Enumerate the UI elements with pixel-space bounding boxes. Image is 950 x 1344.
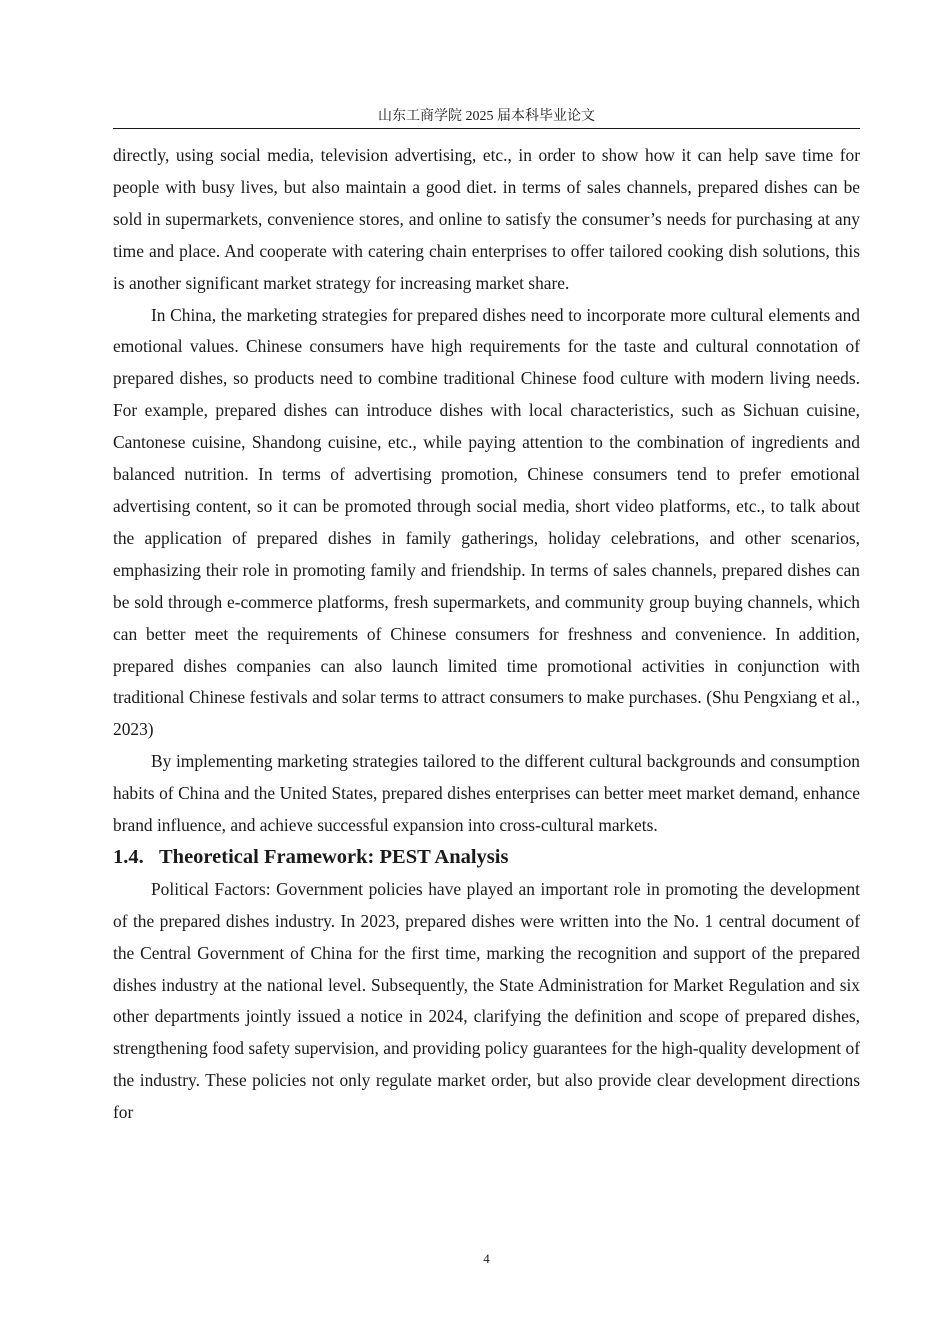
paragraph-cross-cultural: By implementing marketing strategies tailored to the different cultural backgrounds and consumption habits of China and the United States, prepared dishes enterprises can better meet market demand, enhance brand influence, and achieve successful expansion into cross-cultural markets. (113, 751, 860, 836)
paragraph-political-factors: Political Factors: Government policies have played an important role in promoting the development of the prepared dishes industry. In 2023, prepared dishes were written into the No. 1 central document of the Central Government of China for the first time, marking the recognition and support of the prepared dishes industry at the national level. Subsequently, the State Administration for Market Regulation and six other departments jointly issued a notice in 2024, clarifying the definition and scope of prepared dishes, strengthening food safety supervision, and providing policy guarantees for the high-quality development of the industry. These policies not only regulate market order, but also provide clear development directions for (113, 878, 860, 1123)
section-heading (113, 842, 860, 874)
header-rule (113, 128, 860, 129)
paragraph-china-strategies: In China, the marketing strategies for prepared dishes need to incorporate more cultural elements and emotional values. Chinese consumers have high requirements for the taste and cultural connotation of prepared dishes, so products need to combine traditional Chinese food culture with modern living needs. For example, prepared dishes can introduce dishes with local characteristics, such as Sichuan cuisine, Cantonese cuisine, Shandong cuisine, etc., while paying attention to the combination of ingredients and balanced nutrition. In terms of advertising promotion, Chinese consumers tend to prefer emotional advertising content, so it can be promoted through social media, short video platforms, etc., to talk about the application of prepared dishes in family gatherings, holiday celebrations, and other scenarios, emphasizing their role in promoting family and friendship. In terms of sales channels, prepared dishes can be sold through e-commerce platforms, fresh supermarkets, and community group buying channels, which can better meet the requirements of Chinese consumers for freshness and convenience. In addition, prepared dishes companies can also launch limited time promotional activities in conjunction with traditional Chinese festivals and solar terms to attract consumers to make purchases. (Shu Pengxiang et al., 2023) (113, 304, 860, 740)
body-text (113, 140, 860, 1129)
page-number: 4 (483, 1251, 490, 1266)
running-header: 山东工商学院 2025 届本科毕业论文 (378, 109, 595, 124)
section-number: 1.4. (113, 845, 144, 868)
section-title: Theoretical Framework: PEST Analysis (159, 845, 509, 868)
paragraph-continued: directly, using social media, television advertising, etc., in order to show how it can help save time for people with busy lives, but also maintain a good diet. in terms of sales channels, prepared dishes can be sold in supermarkets, convenience stores, and online to satisfy the consumer’s needs for purchasing at any time and place. And cooperate with catering chain enterprises to offer tailored cooking dish solutions, this is another significant market strategy for increasing market share. (113, 145, 860, 293)
